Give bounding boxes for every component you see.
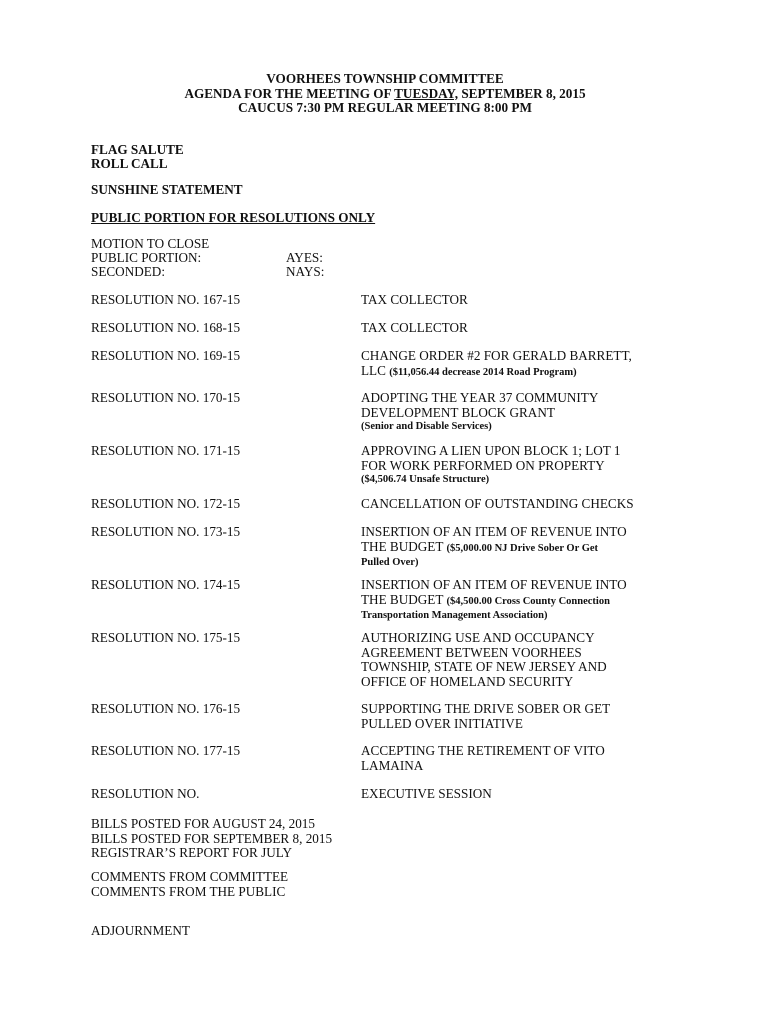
resolution-title [361, 702, 701, 731]
resolution-title-line: PULLED OVER INITIATIVE [361, 715, 523, 731]
motion-line-2: PUBLIC PORTION: [91, 250, 202, 265]
motion-line-1: MOTION TO CLOSE [91, 236, 210, 251]
resolution-title-line: OFFICE OF HOMELAND SECURITY [361, 673, 574, 689]
resolution-title-line: FOR WORK PERFORMED ON PROPERTY [361, 457, 605, 473]
bills-section [91, 817, 332, 861]
resolution-title-text: THE BUDGET [361, 591, 447, 607]
resolution-note: ($11,056.44 decrease 2014 Road Program) [389, 366, 577, 378]
comments-committee: COMMENTS FROM COMMITTEE [91, 869, 289, 884]
resolution-title-line: TAX COLLECTOR [361, 320, 468, 335]
resolution-title-line: INSERTION OF AN ITEM OF REVENUE INTO [361, 577, 627, 592]
adjournment: ADJOURNMENT [91, 923, 190, 938]
public-portion-heading: PUBLIC PORTION FOR RESOLUTIONS ONLY [91, 210, 376, 225]
resolution-title-text: LLC [361, 362, 390, 378]
resolution-number: RESOLUTION NO. 172-15 [91, 496, 241, 511]
resolution-number: RESOLUTION NO. 173-15 [91, 524, 241, 539]
resolution-title-line: ADOPTING THE YEAR 37 COMMUNITY [361, 390, 599, 405]
resolution-title [361, 631, 701, 689]
resolution-title-line: EXECUTIVE SESSION [361, 786, 492, 801]
resolution-title-line: DEVELOPMENT BLOCK GRANT [361, 404, 555, 420]
resolution-title-line: INSERTION OF AN ITEM OF REVENUE INTO [361, 524, 627, 539]
committee-title: VOORHEES TOWNSHIP COMMITTEE [266, 71, 504, 86]
resolution-title-line: AGREEMENT BETWEEN VOORHEES [361, 644, 582, 660]
resolution-title-line [361, 540, 701, 557]
resolution-title [361, 525, 701, 571]
resolution-title-line: TOWNSHIP, STATE OF NEW JERSEY AND [361, 659, 607, 674]
motion-line-3: SECONDED: [91, 264, 165, 279]
resolution-title-line [361, 364, 701, 381]
resolution-title [361, 444, 701, 488]
comments-section [91, 870, 288, 899]
resolution-number: RESOLUTION NO. 174-15 [91, 577, 241, 592]
resolution-number: RESOLUTION NO. 169-15 [91, 348, 241, 363]
resolution-title-line: ACCEPTING THE RETIREMENT OF VITO [361, 743, 605, 758]
resolution-title-line: LAMAINA [361, 757, 424, 773]
resolution-number: RESOLUTION NO. 170-15 [91, 390, 241, 405]
resolution-note: ($5,000.00 NJ Drive Sober Or Get [446, 542, 599, 554]
ayes-label: AYES: [286, 250, 323, 265]
resolution-number: RESOLUTION NO. 171-15 [91, 443, 241, 458]
bills-line: BILLS POSTED FOR AUGUST 24, 2015 [91, 816, 315, 831]
resolution-title [361, 578, 701, 624]
meeting-title [0, 87, 770, 102]
meeting-date: SEPTEMBER 8, 2015 [458, 85, 586, 101]
resolution-note: ($4,500.00 Cross County Connection [446, 595, 610, 607]
resolution-number: RESOLUTION NO. [91, 786, 200, 801]
resolution-note: ($4,506.74 Unsafe Structure) [361, 474, 490, 485]
resolution-title [361, 744, 701, 773]
meeting-day: TUESDAY, [394, 85, 459, 101]
resolution-title [361, 787, 701, 802]
resolution-title-line: CANCELLATION OF OUTSTANDING CHECKS [361, 496, 634, 511]
resolution-title [361, 321, 701, 336]
resolution-number: RESOLUTION NO. 176-15 [91, 701, 241, 716]
resolution-title-line: AUTHORIZING USE AND OCCUPANCY [361, 630, 595, 645]
resolution-title [361, 293, 701, 308]
agenda-header [0, 72, 770, 116]
registrar-report: REGISTRAR’S REPORT FOR JULY [91, 845, 292, 860]
resolution-title [361, 349, 701, 380]
resolution-note: Pulled Over) [361, 557, 419, 568]
sunshine-statement: SUNSHINE STATEMENT [91, 182, 243, 197]
resolution-title-line: TAX COLLECTOR [361, 292, 468, 307]
resolution-note: Transportation Management Association) [361, 610, 548, 621]
meeting-title-prefix: AGENDA FOR THE MEETING OF [184, 85, 395, 101]
resolution-number: RESOLUTION NO. 168-15 [91, 320, 241, 335]
meeting-times: CAUCUS 7:30 PM REGULAR MEETING 8:00 PM [238, 100, 532, 115]
resolution-title [361, 497, 701, 512]
flag-salute: FLAG SALUTE [91, 142, 184, 157]
resolution-number: RESOLUTION NO. 167-15 [91, 292, 241, 307]
resolution-title-line: SUPPORTING THE DRIVE SOBER OR GET [361, 701, 611, 716]
nays-label: NAYS: [286, 264, 325, 279]
roll-call: ROLL CALL [91, 156, 168, 171]
resolution-number: RESOLUTION NO. 175-15 [91, 630, 241, 645]
resolution-number: RESOLUTION NO. 177-15 [91, 743, 241, 758]
comments-public: COMMENTS FROM THE PUBLIC [91, 883, 286, 899]
resolution-title-line: APPROVING A LIEN UPON BLOCK 1; LOT 1 [361, 443, 621, 458]
resolution-title-line: CHANGE ORDER #2 FOR GERALD BARRETT, [361, 348, 632, 363]
resolution-title-text: THE BUDGET [361, 538, 447, 554]
resolution-note: (Senior and Disable Services) [361, 421, 492, 432]
resolution-title [361, 391, 701, 435]
resolution-title-line [361, 593, 701, 610]
bills-line: BILLS POSTED FOR SEPTEMBER 8, 2015 [91, 830, 333, 846]
